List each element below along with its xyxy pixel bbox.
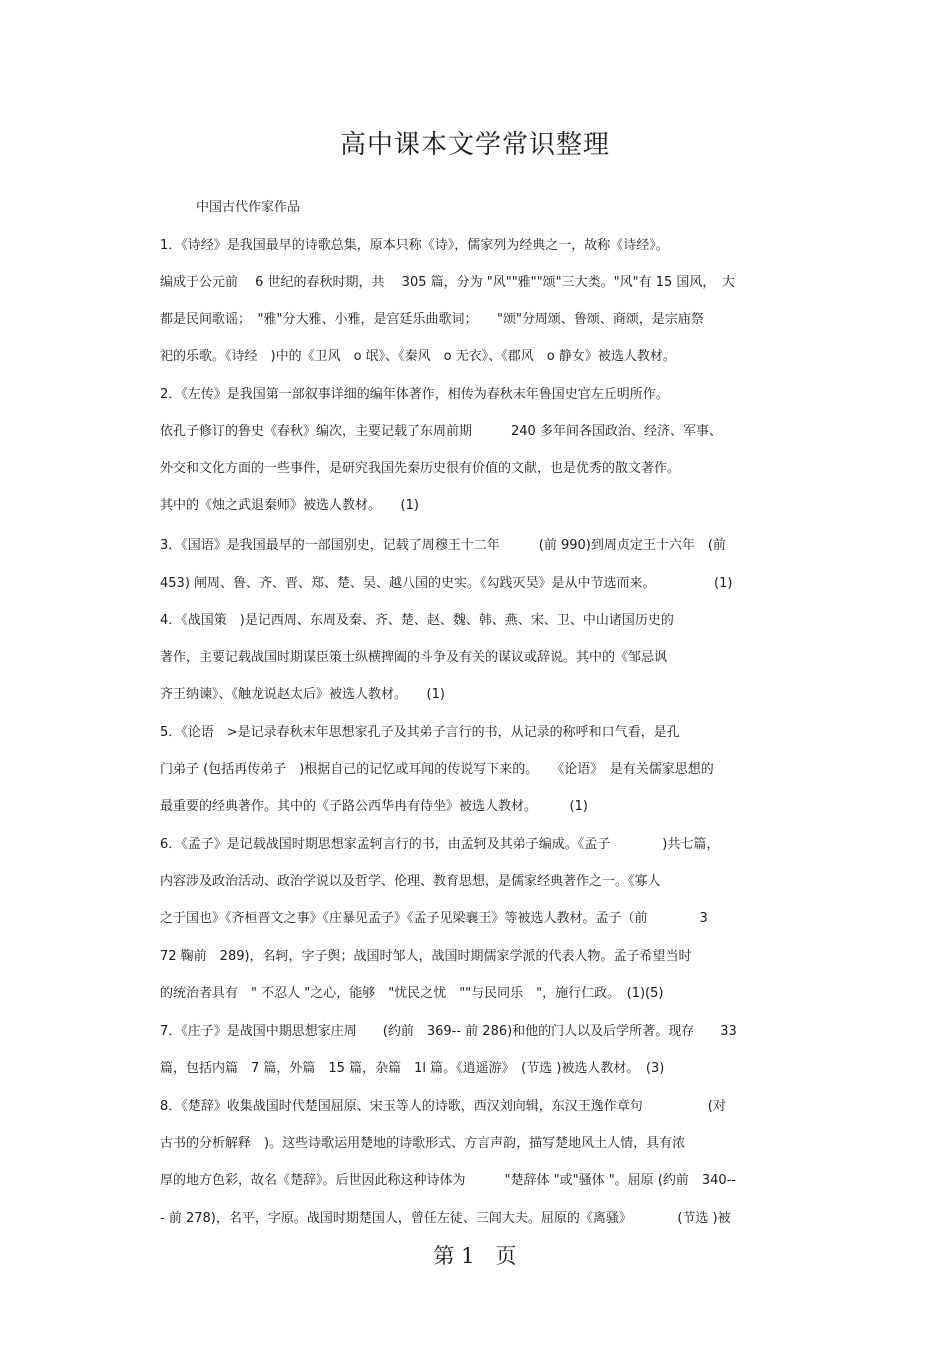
text-line: 72 鞠前 289)，名轲，字子舆；战国时邹人，战国时期儒家学派的代表人物。孟子希望当时 [160, 949, 692, 964]
page-number-footer: 第 1 页 [433, 1244, 517, 1268]
text-line: - 前 278)，名平，字原。战国时期楚国人，曾任左徒、三闾大夫。屈原的《离骚》 (节选 )被 [160, 1211, 731, 1226]
text-line: 依孔子修订的鲁史《春秋》编次，主要记载了东周前期 240 多年间各国政治、经济、军事、 [160, 424, 722, 439]
text-line: 453) 闸周、鲁、齐、晋、郑、楚、吴、越八国的史实。《勾践灭吴》是从中节选而来。 (1) [160, 576, 733, 591]
text-line: 都是民间歌谣； "雅"分大雅、小雅，是宫廷乐曲歌词； "颂"分周颂、鲁颂、商颂，是宗庙祭 [160, 312, 704, 327]
text-line: 5．《论语 >是记录春秋末年思想家孔子及其弟子言行的书，从记录的称呼和口气看，是孔 [160, 725, 680, 740]
text-line: 祀的乐歌。《诗经 )中的《卫风 o 氓》、《秦风 o 无衣》、《郡风 o 静女》被选人教材。 [160, 349, 676, 364]
text-line: 6．《孟子》是记载战国时期思想家孟轲言行的书，由孟轲及其弟子编成。《孟子 )共七篇， [160, 837, 720, 852]
text-line: 4．《战国策 )是记西周、东周及秦、齐、楚、赵、魏、韩、燕、宋、卫、中山诸国历史的 [160, 613, 674, 628]
text-line: 篇，包括内篇 7 篇，外篇 15 篇，杂篇 1l 篇。《逍遥游》 (节选 )被选人教材。 (3) [160, 1061, 665, 1076]
text-line: 门弟子 (包括再传弟子 )根据自己的记忆或耳闻的传说写下来的。 《论语》 是有关儒家思想的 [160, 762, 714, 777]
text-line: 厚的地方色彩，故名《楚辞》。后世因此称这种诗体为 "楚辞体 "或"骚体 "。屈原 (约前 340-- [160, 1173, 737, 1188]
text-line: 其中的《烛之武退秦师》被选人教材。 (1) [160, 498, 419, 513]
text-line: 的统治者具有 " 不忍人 "之心，能够 "忧民之忧 ""与民同乐 "，施行仁政。 (1)(5) [160, 986, 664, 1001]
text-line: 编成于公元前 6 世纪的春秋时期，共 305 篇，分为 "风""雅""颂"三大类。"风"有 15 国风， 大 [160, 275, 735, 290]
text-line: 1．《诗经》是我国最早的诗歌总集，原本只称《诗》，儒家列为经典之一，故称《诗经》。 [160, 238, 669, 253]
section-heading: 中国古代作家作品 [196, 200, 301, 215]
text-line: 2．《左传》是我国第一部叙事详细的编年体著作，相传为春秋末年鲁国史官左丘明所作。 [160, 387, 669, 402]
text-line: 著作，主要记载战国时期谋臣策士纵横捭阖的斗争及有关的谋议或辞说。其中的《邹忌讽 [160, 650, 668, 665]
text-line: 古书的分析解释 )。这些诗歌运用楚地的诗歌形式、方言声韵，描写楚地风土人情，具有浓 [160, 1136, 686, 1151]
text-line: 内容涉及政治活动、政治学说以及哲学、伦理、教育思想，是儒家经典著作之一。《寡人 [160, 874, 661, 889]
text-line: 之于国也》《齐桓晋文之事》《庄暴见孟子》《孟子见梁襄王》等被选人教材。孟子（前 3 [160, 911, 708, 926]
text-line: 8．《楚辞》收集战国时代楚国屈原、宋玉等人的诗歌，西汉刘向辑，东汉王逸作章句 (对 [160, 1099, 726, 1114]
text-line: 7．《庄子》是战国中期思想家庄周 (约前 369-- 前 286)和他的门人以及后学所著。现存 33 [160, 1024, 737, 1039]
text-line: 外交和文化方面的一些事件，是研究我国先秦历史很有价值的文献，也是优秀的散文著作。 [160, 461, 681, 476]
document-title: 高中课本文学常识整理 [339, 130, 610, 160]
text-line: 最重要的经典著作。其中的《子路公西华冉有侍坐》被选人教材。 (1) [160, 799, 588, 814]
text-line: 3．《国语》是我国最早的一部国别史，记载了周穆王十二年 (前 990)到周贞定王十六年 (前 [160, 538, 726, 553]
text-line: 齐王纳谏》、《触龙说赵太后》被选人教材。 (1) [160, 687, 445, 702]
